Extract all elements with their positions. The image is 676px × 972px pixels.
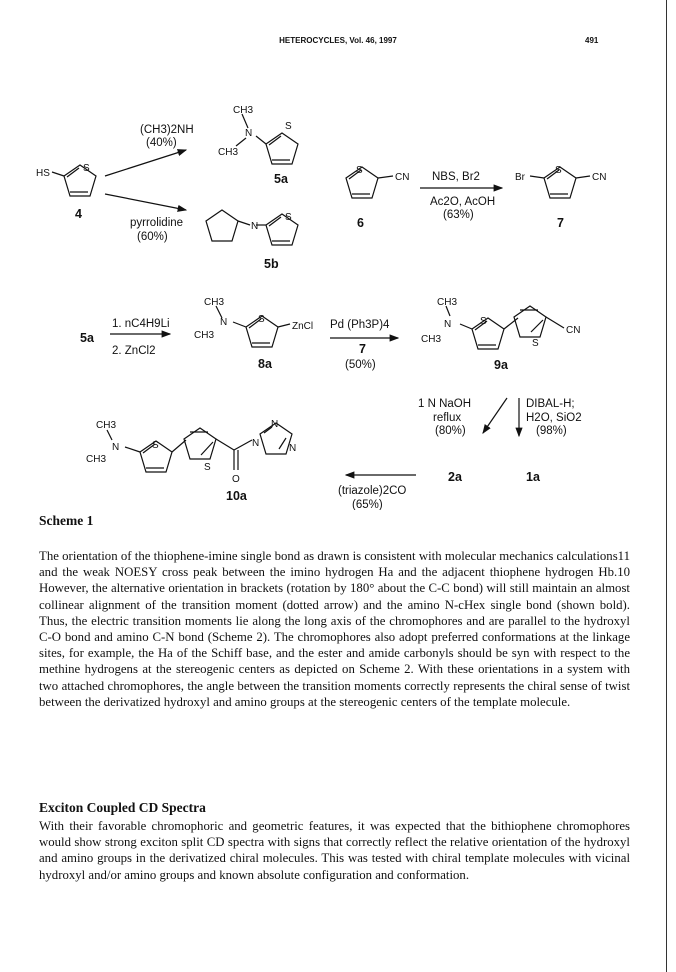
compound-10a: 10a [226,489,247,503]
br-label-7: Br [515,172,525,183]
pyrrolidine-ring-5b [206,210,250,241]
s-atom-9a-2: S [532,338,539,349]
ch3-top-10a: CH3 [96,420,117,431]
compound-8a: 8a [258,357,272,371]
n-atom-triazole-3: N [289,443,297,454]
n-atom-8a: N [220,317,228,328]
reagent-reflux: reflux [433,412,462,424]
reagent-ac2o: Ac2O, AcOH [430,196,496,208]
n-atom-9a: N [444,319,452,330]
journal-title: HETEROCYCLES, Vol. 46, 1997 [279,36,397,45]
s-atom-9a-1: S [480,316,487,327]
reagent-h2o: H2O, SiO2 [526,412,582,424]
compound-7-reagent: 7 [359,342,366,356]
cn-label-9a: CN [566,325,581,336]
reagent-pd-yield: (50%) [345,359,376,371]
n-atom-5b: N [251,221,259,232]
compound-6: 6 [357,216,364,230]
reagent-naoh: 1 N NaOH [418,398,472,410]
compound-2a: 2a [448,470,462,484]
reagent-dibal: DIBAL-H; [526,398,575,410]
running-header [0,36,676,50]
page-edge-rule [666,0,667,972]
hs-label: HS [36,168,50,179]
zncl-label: ZnCl [292,321,314,332]
s-atom-10a-2: S [204,462,211,473]
ch3-bottom-8a: CH3 [194,330,215,341]
paragraph-exciton: With their favorable chromophoric and geometric features, it was expected that the bithiophene chromophores would show strong exciton split CD spectra with signs that correctly reflect the relative orientation of the hydroxyl and amino groups in the derivatized chiral molecules. This was tested with chiral template molecules with vicinal hydroxyl and/or amino groups and known absolute configuration and conformation. [39,819,630,882]
section-heading: Exciton Coupled CD Spectra [39,800,206,815]
page-number: 491 [585,36,599,45]
bithiophene-10a [107,428,252,472]
thiophene-ring-6 [346,167,393,198]
compound-5a: 5a [274,172,288,186]
n-atom-5a: N [245,128,253,139]
reagent-naoh-yield: (80%) [435,425,466,437]
compound-9a: 9a [494,358,508,372]
paragraph-orientation: The orientation of the thiophene-imine single bond as drawn is consistent with molecular mechanics calculations11 and the weak NOESY cross peak between the imino hydrogen Ha and the adjacent thiophene hydrogen Hb.10 However, the alternative orientation in brackets (rotation by 180° about the C-C bond) will still maintain an almost collinear alignment of the transition moment (dotted arrow) and the amino N-cHex single bond (shown bold). Thus, the electric transition moments lie along the long axis of the chromophores and are parallel to the hydroxyl C-O bond and amino C-N bond (Scheme 2). The chromophores also adopt preferred conformations at the linkage sites, for example, the Ha of the Schiff base, and the ester and amide carbonyls should be syn with respect to the methine hydrogens at the stereogenic centers as depicted on Scheme 2. With these orientations in a system with two attached chromophores, the angle between the transition moments correctly represents the chiral sense of twist between the derivatized hydroxyl and amino groups at the stereogenic centers of the template molecule. [39,549,630,709]
ch3-top-8a: CH3 [204,297,225,308]
compound-4: 4 [75,207,82,221]
reagent-pyrrolidine-yield: (60%) [137,231,168,243]
compound-7: 7 [557,216,564,230]
reagent-nbs-yield: (63%) [443,209,474,221]
thiophene-ring-5b [256,214,298,245]
s-atom-8a: S [258,314,265,325]
compound-1a: 1a [526,470,540,484]
reagent-triazole-yield: (65%) [352,499,383,510]
s-atom-6: S [356,165,363,176]
s-atom-5a: S [285,121,292,132]
ch3-top-9a: CH3 [437,297,458,308]
s-atom-5b: S [285,212,292,223]
compound-5b: 5b [264,257,279,271]
n-atom-triazole-2: N [271,419,279,430]
arrow-9a-to-2a [483,398,507,433]
compound-5a-start: 5a [80,331,94,345]
reagent-step2: 2. ZnCl2 [112,345,156,357]
ch3-bottom-5a: CH3 [218,147,239,158]
arrow-to-5a [105,150,186,176]
bithiophene-9a [446,306,564,349]
reagent-nbs: NBS, Br2 [432,171,480,183]
reagent-dibal-yield: (98%) [536,425,567,437]
s-atom-4: S [83,163,90,174]
arrow-to-5b [105,194,186,210]
s-atom-7: S [555,165,562,176]
ch3-bottom-9a: CH3 [421,334,442,345]
n-atom-10a: N [112,442,120,453]
s-atom-10a-1: S [152,440,159,451]
ch3-top-5a: CH3 [233,105,254,116]
cn-label-7: CN [592,172,607,183]
cn-label-6: CN [395,172,410,183]
n-atom-triazole-1: N [252,438,260,449]
reagent-dimethylamine-yield: (40%) [146,137,177,149]
reagent-pd: Pd (Ph3P)4 [330,319,390,331]
reagent-triazole: (triazole)2CO [338,485,407,497]
ch3-bottom-10a: CH3 [86,454,107,465]
reagent-step1: 1. nC4H9Li [112,318,170,330]
o-atom-10a: O [232,474,240,485]
scheme-label: Scheme 1 [39,513,94,528]
reaction-scheme [0,90,660,510]
reagent-dimethylamine: (CH3)2NH [140,124,194,136]
reagent-pyrrolidine: pyrrolidine [130,217,184,229]
